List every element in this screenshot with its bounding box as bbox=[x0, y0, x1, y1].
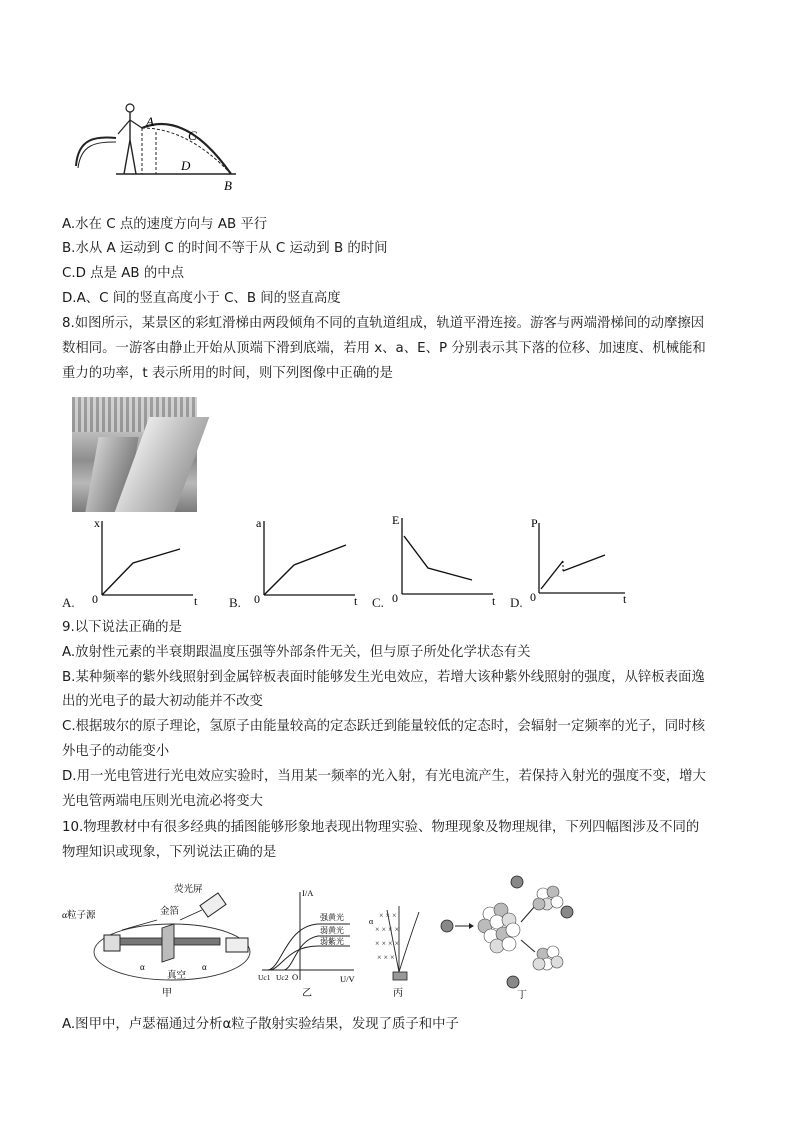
q9-line-6: D.用一光电管进行光电效应实验时，当用某一频率的光入射，有光电流产生，若保持入射光的强度不变，增大 bbox=[62, 769, 706, 784]
graph-c-xlabel: t bbox=[492, 594, 496, 607]
graph-c-ylabel: E bbox=[392, 513, 400, 527]
fig-jia-foil: 金箔 bbox=[160, 907, 180, 917]
fig-jia-alpha-1: α bbox=[140, 962, 145, 972]
graph-b-xlabel: t bbox=[354, 594, 358, 608]
q10-option-a: A.图甲中，卢瑟福通过分析α粒子散射实验结果，发现了质子和中子 bbox=[62, 1017, 459, 1032]
label-b: B bbox=[224, 178, 232, 193]
fig-yi-curve-1: 强黄光 bbox=[320, 913, 344, 922]
fig-jia-vacuum: 真空 bbox=[167, 971, 187, 981]
q10-line-1: 10.物理教材中有很多经典的插图能够形象地表现出物理实验、物理现象及物理规律，下列四幅图涉及不同的 bbox=[62, 820, 700, 835]
q7-option-d: D.A、C 间的竖直高度小于 C、B 间的竖直高度 bbox=[62, 291, 341, 306]
graph-d bbox=[527, 515, 637, 610]
q9-line-7: 光电管两端电压则光电流必将变大 bbox=[62, 794, 263, 809]
graph-c-origin: 0 bbox=[392, 591, 398, 605]
graph-b-origin: 0 bbox=[254, 592, 260, 606]
graph-b-ylabel: a bbox=[256, 516, 262, 530]
fig-jia-caption: 甲 bbox=[162, 988, 172, 999]
fig-yi-uc2: Uc2 bbox=[276, 973, 289, 982]
graph-b-option: B. bbox=[229, 595, 241, 610]
graph-d-origin: 0 bbox=[530, 590, 536, 604]
graph-a-option: A. bbox=[62, 595, 75, 610]
q7-figure bbox=[66, 98, 256, 196]
graph-a-origin: 0 bbox=[92, 592, 98, 606]
fig-jia bbox=[62, 880, 262, 1000]
q9-line-2: B.某种频率的紫外线照射到金属锌板表面时能够发生光电效应，若增大该种紫外线照射的强度，从锌板表面逸 bbox=[62, 670, 705, 685]
fig-yi-xlabel: U/V bbox=[340, 974, 355, 984]
svg-text:× × × ×: × × × × bbox=[375, 925, 400, 934]
q9-line-1: A.放射性元素的半衰期跟温度压强等外部条件无关，但与原子所处化学状态有关 bbox=[62, 645, 531, 660]
graph-a-xlabel: t bbox=[194, 594, 198, 608]
fig-ding bbox=[435, 872, 580, 1000]
q8-line-2: 数相同。一游客由静止开始从顶端下滑到底端，若用 x、a、E、P 分别表示其下落的位移、加速度、机械能和 bbox=[62, 341, 706, 356]
graph-d-xlabel: t bbox=[623, 592, 627, 606]
q7-option-a: A.水在 C 点的速度方向与 AB 平行 bbox=[62, 217, 268, 232]
q9-line-3: 出的光电子的最大初动能并不改变 bbox=[62, 694, 263, 709]
q8-line-1: 8.如图所示，某景区的彩虹滑梯由两段倾角不同的直轨道组成，轨道平滑连接。游客与两端滑梯间的动摩擦因 bbox=[62, 316, 705, 331]
graph-a-ylabel: x bbox=[94, 516, 100, 530]
svg-text:× × ×: × × × bbox=[379, 911, 397, 920]
fig-jia-source: α粒子源 bbox=[62, 911, 96, 921]
q7-option-c: C.D 点是 AB 的中点 bbox=[62, 266, 184, 281]
label-c: C bbox=[188, 128, 197, 143]
fig-jia-alpha-2: α bbox=[202, 962, 207, 972]
fig-bing-caption: 丙 bbox=[393, 988, 403, 999]
fig-jia-screen: 荧光屏 bbox=[174, 885, 203, 895]
fig-yi-curve-3: 弱紫光 bbox=[320, 937, 344, 946]
q10-line-2: 物理知识或现象，下列说法正确的是 bbox=[62, 845, 277, 860]
fig-yi-ylabel: I/A bbox=[302, 888, 314, 898]
fig-yi-origin: O bbox=[292, 972, 299, 982]
q9-line-5: 外电子的动能变小 bbox=[62, 744, 170, 759]
svg-text:× × ×: × × × bbox=[377, 953, 395, 962]
q8-line-3: 重力的功率，t 表示所用的时间，则下列图像中正确的是 bbox=[62, 366, 393, 381]
q9-line-4: C.根据玻尔的原子理论，氢原子由能量较高的定态跃迁到能量较低的定态时，会辐射一定频率的光子，同时核 bbox=[62, 719, 705, 734]
graph-a bbox=[88, 515, 203, 610]
graph-d-ylabel: P bbox=[531, 516, 538, 530]
fig-yi bbox=[258, 880, 358, 1000]
fig-bing bbox=[365, 880, 435, 1000]
label-a: A bbox=[146, 114, 154, 129]
fig-yi-uc1: Uc1 bbox=[258, 973, 271, 982]
fig-bing-alpha: α bbox=[369, 917, 374, 926]
graph-c bbox=[388, 512, 503, 607]
fig-ding-caption: 丁 bbox=[517, 990, 527, 1000]
label-d: D bbox=[181, 158, 191, 173]
rainbow-slide-photo bbox=[72, 397, 197, 512]
fig-yi-curve-2: 弱黄光 bbox=[320, 926, 344, 935]
svg-text:× × × ×: × × × × bbox=[375, 939, 400, 948]
q9-title: 9.以下说法正确的是 bbox=[62, 620, 182, 635]
graph-c-option: C. bbox=[372, 595, 384, 610]
graph-d-option: D. bbox=[510, 595, 523, 610]
fig-yi-caption: 乙 bbox=[302, 988, 312, 999]
q7-option-b: B.水从 A 运动到 C 的时间不等于从 C 运动到 B 的时间 bbox=[62, 241, 388, 256]
graph-b bbox=[250, 515, 365, 610]
